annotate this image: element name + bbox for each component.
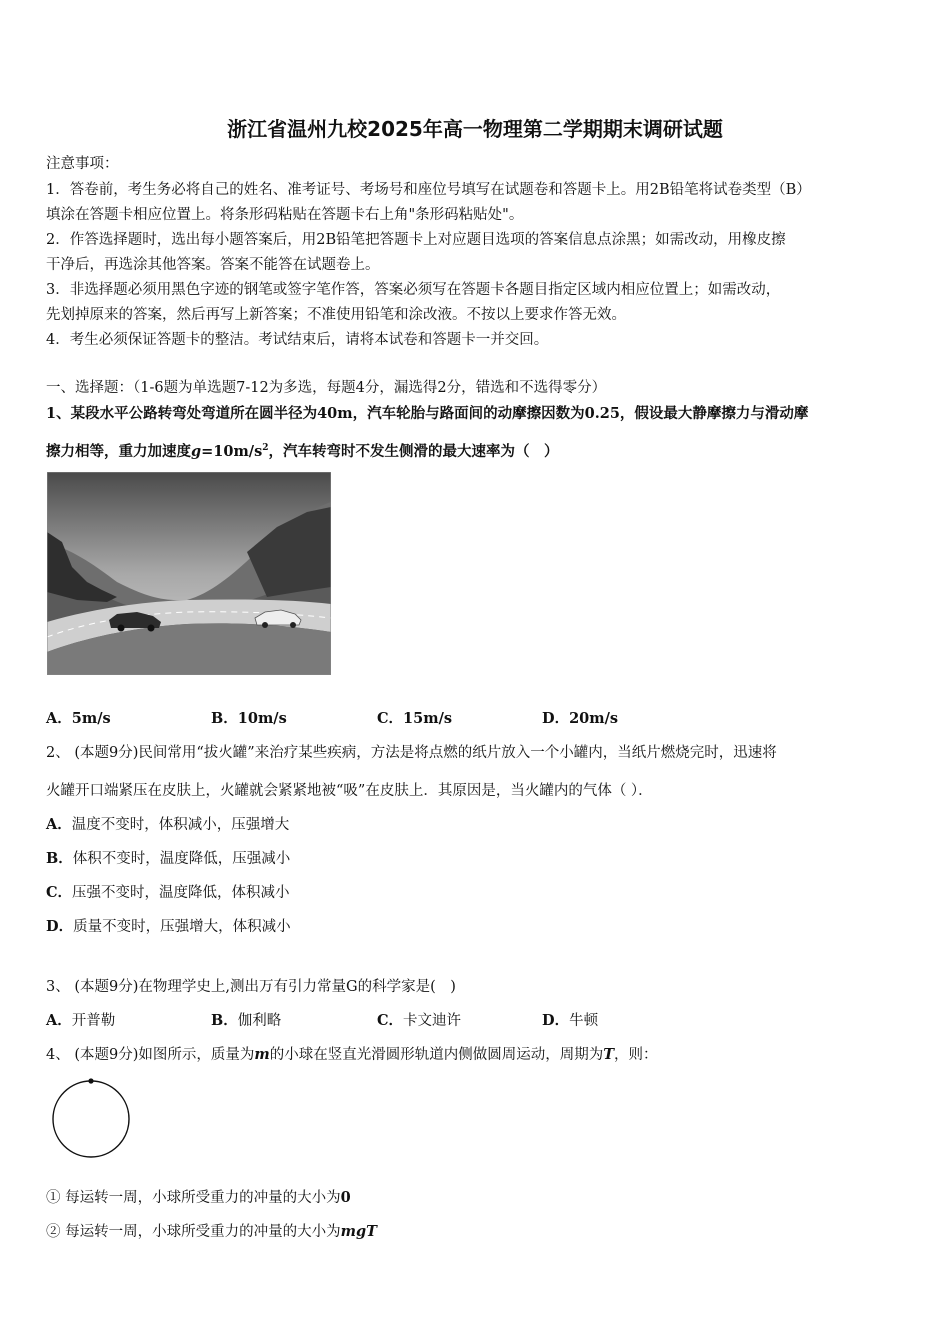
circular-track-diagram — [50, 1077, 132, 1159]
option-a[interactable]: A．开普勒 — [46, 1012, 116, 1029]
statement-1: ① 每运转一周，小球所受重力的冲量的大小为0 — [46, 1189, 351, 1206]
statement-2: ② 每运转一周，小球所受重力的冲量的大小为mgT — [46, 1223, 377, 1240]
question-1-stem-cont: 擦力相等，重力加速度$g=10m/s^2$，汽车转弯时不发生侧滑的最大速率为（ ） — [46, 443, 559, 460]
notice-heading: 注意事项： — [46, 156, 119, 172]
page-title: 浙江省温州九校2025年高一物理第二学期期末调研试题 — [227, 117, 723, 141]
option-b[interactable]: B．10m/s — [211, 710, 287, 727]
option-d[interactable]: D．牛顿 — [542, 1012, 599, 1029]
option-a[interactable]: A．温度不变时，体积减小，压强增大 — [46, 816, 290, 833]
question-2-stem: 2、 (本题9分)民间常用“拔火罐”来治疗某些疾病，方法是将点燃的纸片放入一个小罐内，当纸片燃烧完时，迅速将 — [46, 745, 777, 761]
notice-line: 1．答卷前，考生务必将自己的姓名、准考证号、考场号和座位号填写在试题卷和答题卡上。用2B铅笔将试卷类型（B） — [46, 182, 811, 198]
question-2-stem-cont: 火罐开口端紧压在皮肤上，火罐就会紧紧地被“吸”在皮肤上．其原因是，当火罐内的气体（ ）． — [46, 783, 653, 799]
notice-line: 4．考生必须保证答题卡的整洁。考试结束后，请将本试卷和答题卡一并交回。 — [46, 332, 549, 348]
option-c[interactable]: C．卡文迪许 — [377, 1012, 462, 1029]
question-3-stem: 3、 (本题9分)在物理学史上,测出万有引力常量G的科学家是( ) — [46, 979, 456, 995]
notice-line: 3．非选择题必须用黑色字迹的钢笔或签字笔作答，答案必须写在答题卡各题目指定区域内相应位置上；如需改动， — [46, 282, 781, 298]
question-4-stem: 4、 (本题9分)如图所示，质量为m的小球在竖直光滑圆形轨道内侧做圆周运动，周期为T，则： — [46, 1046, 658, 1063]
ball-dot — [88, 1078, 93, 1083]
section-heading: 一、选择题：（1-6题为单选题7-12为多选，每题4分，漏选得2分，错选和不选得零分） — [46, 380, 607, 396]
option-d[interactable]: D．20m/s — [542, 710, 619, 727]
notice-line: 填涂在答题卡相应位置上。将条形码粘贴在答题卡右上角"条形码粘贴处"。 — [46, 207, 524, 223]
notice-line: 先划掉原来的答案，然后再写上新答案；不准使用铅笔和涂改液。不按以上要求作答无效。 — [46, 307, 626, 323]
notice-line: 干净后，再选涂其他答案。答案不能答在试题卷上。 — [46, 257, 380, 273]
question-1-stem: 1、某段水平公路转弯处弯道所在圆半径为40m，汽车轮胎与路面间的动摩擦因数为0.25，假设最大静摩擦力与滑动摩 — [46, 405, 809, 422]
option-c[interactable]: C．压强不变时，温度降低，体积减小 — [46, 884, 290, 901]
option-a[interactable]: A．5m/s — [46, 710, 111, 727]
option-d[interactable]: D．质量不变时，压强增大，体积减小 — [46, 918, 291, 935]
option-b[interactable]: B．伽利略 — [211, 1012, 282, 1029]
option-b[interactable]: B．体积不变时，温度降低，压强减小 — [46, 850, 291, 867]
notice-line: 2．作答选择题时，选出每小题答案后，用2B铅笔把答题卡上对应题目选项的答案信息点涂黑；如需改动，用橡皮擦 — [46, 232, 786, 248]
curved-road-photo — [47, 472, 331, 675]
option-c[interactable]: C．15m/s — [377, 710, 453, 727]
